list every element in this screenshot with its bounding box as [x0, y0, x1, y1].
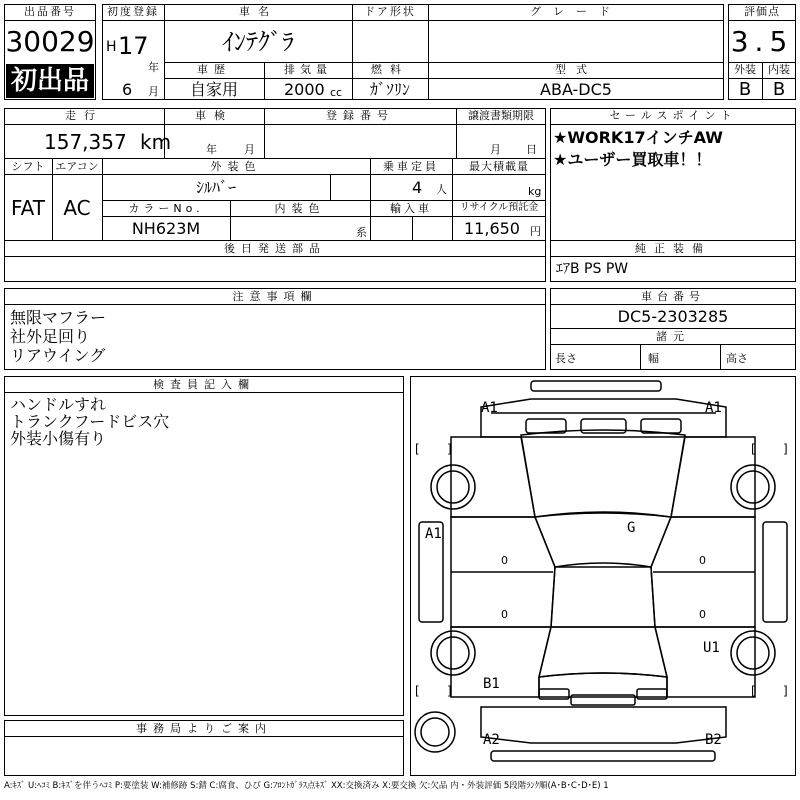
mileage-unit: km	[140, 130, 172, 154]
max-load-unit: kg	[528, 185, 542, 198]
sales-points-label: セールスポイント	[609, 109, 737, 122]
import-label: 輸入車	[390, 202, 432, 215]
fuel-label: 燃料	[371, 63, 409, 76]
car-name-value: ｲﾝﾃｸﾞﾗ	[222, 28, 294, 56]
first-reg-era: H	[106, 39, 117, 55]
sales-point-line-1: ★WORK17インチAW	[553, 128, 723, 147]
svg-text:]: ]	[447, 442, 452, 456]
registration-label: 登録番号	[326, 109, 394, 122]
zero-right-1: 0	[699, 554, 706, 567]
inspection-year-unit: 年	[206, 143, 217, 156]
exterior-color-label: 外装色	[210, 160, 262, 173]
recycle-unit: 円	[530, 225, 541, 238]
svg-text:[: [	[415, 684, 420, 698]
chassis-label: 車台番号	[641, 290, 705, 303]
interior-color-label: 内装色	[274, 202, 326, 215]
inspector-label: 検査員記入欄	[153, 378, 255, 391]
history-label: 車歴	[197, 63, 231, 76]
first-reg-month-unit: 月	[148, 85, 159, 98]
specs-label: 諸元	[656, 330, 690, 343]
score-value: 3.5	[730, 25, 794, 58]
mark-rear-right: B2	[705, 732, 722, 748]
lot-label: 出品番号	[24, 5, 76, 18]
fuel-value: ｶﾞｿﾘﾝ	[369, 80, 410, 99]
interior-color-unit: 系	[356, 226, 367, 239]
specs-length-label: 長さ	[555, 352, 577, 365]
sales-point-line-2: ★ユーザー買取車！！	[553, 150, 712, 169]
transfer-docs-label: 譲渡書類期限	[468, 109, 534, 122]
later-parts-label: 後日発送部品	[224, 242, 326, 255]
office-label: 事務局よりご案内	[136, 722, 272, 735]
inspection-label: 車検	[195, 109, 233, 122]
color-no-label: カラーNo.	[128, 202, 204, 215]
genuine-equipment-label: 純正装備	[635, 242, 711, 255]
zero-left-2: 0	[501, 608, 508, 621]
notes-label: 注意事項欄	[232, 290, 318, 303]
first-reg-year: 17	[118, 32, 149, 60]
inspection-month-unit: 月	[244, 143, 255, 156]
svg-text:[: [	[751, 684, 756, 698]
svg-text:[: [	[415, 442, 420, 456]
first-reg-month: 6	[122, 80, 133, 99]
lot-number: 30029	[5, 25, 95, 58]
exterior-score: B	[738, 79, 752, 100]
zero-left-1: 0	[501, 554, 508, 567]
specs-width-label: 幅	[648, 352, 659, 365]
specs-height-label: 高さ	[726, 352, 748, 365]
inspector-line-2: トランクフードビス穴	[10, 412, 170, 431]
recycle-value: 11,650	[464, 219, 520, 238]
interior-score: B	[772, 79, 786, 100]
model-type-value: ABA-DC5	[540, 80, 612, 99]
displacement-value: 2000	[284, 80, 325, 99]
mark-right-rear: U1	[703, 640, 720, 656]
chassis-value: DC5-2303285	[617, 307, 729, 326]
mark-left-rear: B1	[483, 676, 500, 692]
svg-text:]: ]	[783, 442, 788, 456]
interior-score-label: 内装	[768, 63, 790, 76]
zero-right-2: 0	[699, 608, 706, 621]
svg-text:]: ]	[783, 684, 788, 698]
capacity-value: 4	[412, 178, 423, 197]
score-label: 評価点	[744, 5, 780, 18]
capacity-unit: 人	[436, 183, 447, 196]
aircon-value: AC	[63, 196, 91, 220]
mark-front-left: A1	[481, 400, 498, 416]
first-reg-label: 初度登録	[107, 5, 159, 18]
color-no-value: NH623M	[131, 219, 201, 238]
recycle-label: リサイクル預託金	[459, 202, 539, 213]
damage-legend: A:ｷｽﾞ U:ﾍｺﾐ B:ｷｽﾞを伴うﾍｺﾐ P:要塗装 W:補修跡 S:錆 C:腐食、ひび G:ﾌﾛﾝﾄｶﾞﾗｽ点ｷｽﾞ XX:交換済み X:要交換 欠:欠品 内・外装評価 5段階ﾗﾝｸ順(A･B･C･D･E) 1	[4, 781, 609, 791]
exterior-score-label: 外装	[734, 63, 756, 76]
door-label: ドア形状	[364, 5, 416, 18]
displacement-label: 排気量	[284, 63, 332, 76]
mileage-label: 走行	[65, 109, 103, 122]
history-value: 自家用	[189, 80, 238, 99]
mark-windshield: G	[627, 520, 636, 536]
car-name-label: 車名	[239, 5, 277, 18]
car-outline	[411, 377, 795, 775]
displacement-unit: cc	[330, 86, 343, 99]
notes-line-2: 社外足回り	[10, 327, 91, 346]
transfer-docs-month-unit: 月	[490, 143, 501, 156]
shift-label: シフト	[11, 160, 45, 173]
capacity-label: 乗車定員	[383, 160, 439, 173]
max-load-label: 最大積載量	[469, 160, 529, 173]
svg-text:[: [	[751, 442, 756, 456]
svg-text:]: ]	[447, 684, 452, 698]
shift-value: FAT	[10, 196, 45, 220]
model-type-label: 型式	[555, 63, 597, 76]
aircon-label: エアコン	[55, 160, 99, 173]
first-listing-text: 初出品	[10, 66, 89, 96]
notes-line-1: 無限マフラー	[10, 308, 107, 327]
transfer-docs-day-unit: 日	[526, 143, 537, 156]
exterior-color-value: ｼﾙﾊﾞｰ	[195, 178, 236, 197]
inspector-line-1: ハンドルすれ	[10, 395, 107, 414]
genuine-equipment-value: ｴｱB PS PW	[556, 261, 629, 277]
inspector-line-3: 外装小傷有り	[10, 429, 107, 448]
mark-left-door: A1	[425, 526, 442, 542]
mark-rear-left: A2	[483, 732, 500, 748]
mileage-value: 157,357	[44, 130, 127, 154]
mark-front-right: A1	[705, 400, 722, 416]
notes-line-3: リアウイング	[10, 346, 106, 365]
grade-label: グレード	[530, 5, 622, 18]
damage-diagram	[410, 376, 796, 776]
first-reg-year-unit: 年	[148, 61, 159, 74]
